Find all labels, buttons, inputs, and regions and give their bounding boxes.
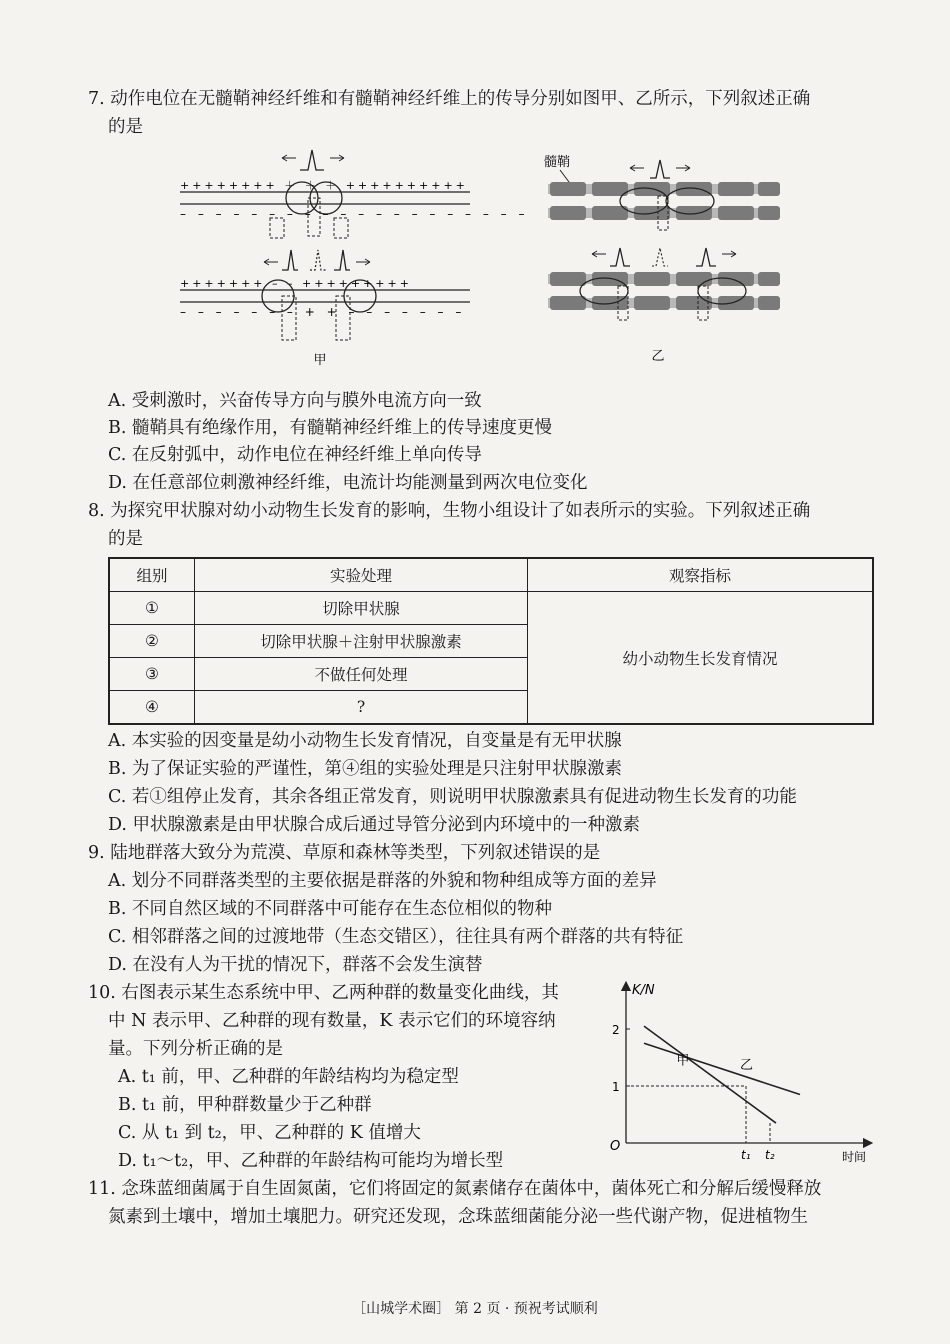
table-header-treatment: 实验处理 (195, 558, 528, 592)
series-label-jia: 甲 (676, 1053, 690, 1069)
experiment-table (108, 557, 874, 725)
table-cell-treatment: 切除甲状腺 (195, 592, 528, 625)
x-axis-label: 时间 (842, 1150, 867, 1164)
svg-text:+++++++ – – ++: +++++++ – – +++++++++ (180, 277, 412, 290)
q9-option-b: B. 不同自然区域的不同群落中可能存在生态位相似的物种 (108, 899, 552, 919)
q10-option-d: D. t₁～t₂，甲、乙种群的年龄结构可能均为增长型 (118, 1151, 504, 1171)
svg-text:– – – – – – – – – – – – –: – – – – – – – – – – – – – – – – – – – – (180, 207, 529, 221)
q10-stem-cont2: 量。下列分析正确的是 (108, 1039, 283, 1059)
q10-stem-cont1: 中 N 表示甲、乙种群的现有数量，K 表示它们的环境容纳 (108, 1011, 556, 1031)
q7-stem: 7. 动作电位在无髓鞘神经纤维和有髓鞘神经纤维上的传导分别如图甲、乙所示，下列叙述正确 (88, 89, 811, 109)
table-cell-group: ② (109, 625, 195, 658)
q8-stem-cont: 的是 (108, 529, 143, 549)
table-cell-treatment: 不做任何处理 (195, 658, 528, 691)
figure-myelinated (540, 150, 790, 365)
table-cell-indicator: 幼小动物生长发育情况 (528, 592, 874, 725)
table-cell-group: ③ (109, 658, 195, 691)
y-axis-label: K/N (632, 983, 655, 998)
q9-option-a: A. 划分不同群落类型的主要依据是群落的外貌和物种组成等方面的差异 (108, 871, 657, 891)
series-line-2 (644, 1043, 800, 1094)
figure-caption-jia: 甲 (313, 353, 327, 368)
table-cell-group: ④ (109, 691, 195, 725)
q10-option-c: C. 从 t₁ 到 t₂，甲、乙种群的 K 值增大 (118, 1123, 421, 1143)
series-line-1 (644, 1026, 776, 1123)
origin-label: O (610, 1139, 621, 1154)
q8-stem: 8. 为探究甲状腺对幼小动物生长发育的影响，生物小组设计了如表所示的实验。下列叙述正确 (88, 501, 811, 521)
q7-option-c: C. 在反射弧中，动作电位在神经纤维上单向传导 (108, 445, 482, 465)
q10-option-b: B. t₁ 前，甲种群数量少于乙种群 (118, 1095, 372, 1115)
q10-stem: 10. 右图表示某生态系统中甲、乙两种群的数量变化曲线，其 (88, 983, 559, 1003)
x-tick-label: t₂ (765, 1148, 775, 1162)
table-cell-group: ① (109, 592, 195, 625)
svg-text:– – – – – – – + +: – – – – – – – + + – – – – – – – (180, 305, 466, 319)
table-header-group: 组别 (109, 558, 195, 592)
svg-text:++++++++ ＋ ＋ ＋ ++++++++++: ++++++++ ＋ ＋ ＋ ++++++++++ (180, 179, 468, 192)
table-header-row (109, 558, 873, 592)
figure-caption-yi: 乙 (651, 349, 665, 364)
q11-stem: 11. 念珠蓝细菌属于自生固氮菌，它们将固定的氮素储存在菌体中，菌体死亡和分解后缓慢释放 (88, 1179, 822, 1199)
figure-unmyelinated (170, 140, 529, 370)
q8-option-b: B. 为了保证实验的严谨性，第④组的实验处理是只注射甲状腺激素 (108, 759, 622, 779)
q7-option-d: D. 在任意部位刺激神经纤维，电流计均能测量到两次电位变化 (108, 473, 588, 493)
q7-option-a: A. 受刺激时，兴奋传导方向与膜外电流方向一致 (108, 391, 482, 411)
q7-stem-cont: 的是 (108, 117, 143, 137)
q9-stem: 9. 陆地群落大致分为荒漠、草原和森林等类型，下列叙述错误的是 (88, 843, 601, 863)
q11-stem-cont: 氮素到土壤中，增加土壤肥力。研究还发现，念珠蓝细菌能分泌一些代谢产物，促进植物生 (108, 1207, 808, 1227)
page-footer: ［山城学术圈］ 第 2 页 · 预祝考试顺利 (352, 1301, 598, 1317)
q7-option-b: B. 髓鞘具有绝缘作用，有髓鞘神经纤维上的传导速度更慢 (108, 418, 552, 438)
y-tick-label: 2 (612, 1023, 620, 1037)
myelin-label: 髓鞘 (544, 155, 571, 170)
x-tick-label: t₁ (741, 1148, 751, 1162)
q8-option-c: C. 若①组停止发育，其余各组正常发育，则说明甲状腺激素具有促进动物生长发育的功能 (108, 787, 797, 807)
q8-option-d: D. 甲状腺激素是由甲状腺合成后通过导管分泌到内环境中的一种激素 (108, 815, 641, 835)
table-cell-treatment: ? (195, 691, 528, 725)
y-tick-label: 1 (612, 1080, 620, 1094)
table-row (109, 592, 873, 625)
q9-option-d: D. 在没有人为干扰的情况下，群落不会发生演替 (108, 955, 483, 975)
table-header-indicator: 观察指标 (528, 558, 874, 592)
q9-option-c: C. 相邻群落之间的过渡地带（生态交错区），往往具有两个群落的共有特征 (108, 927, 684, 947)
q8-option-a: A. 本实验的因变量是幼小动物生长发育情况，自变量是有无甲状腺 (108, 731, 622, 751)
q10-option-a: A. t₁ 前，甲、乙种群的年龄结构均为稳定型 (118, 1067, 459, 1087)
series-label-yi: 乙 (740, 1057, 754, 1073)
table-cell-treatment: 切除甲状腺＋注射甲状腺激素 (195, 625, 528, 658)
kn-chart (600, 978, 880, 1168)
